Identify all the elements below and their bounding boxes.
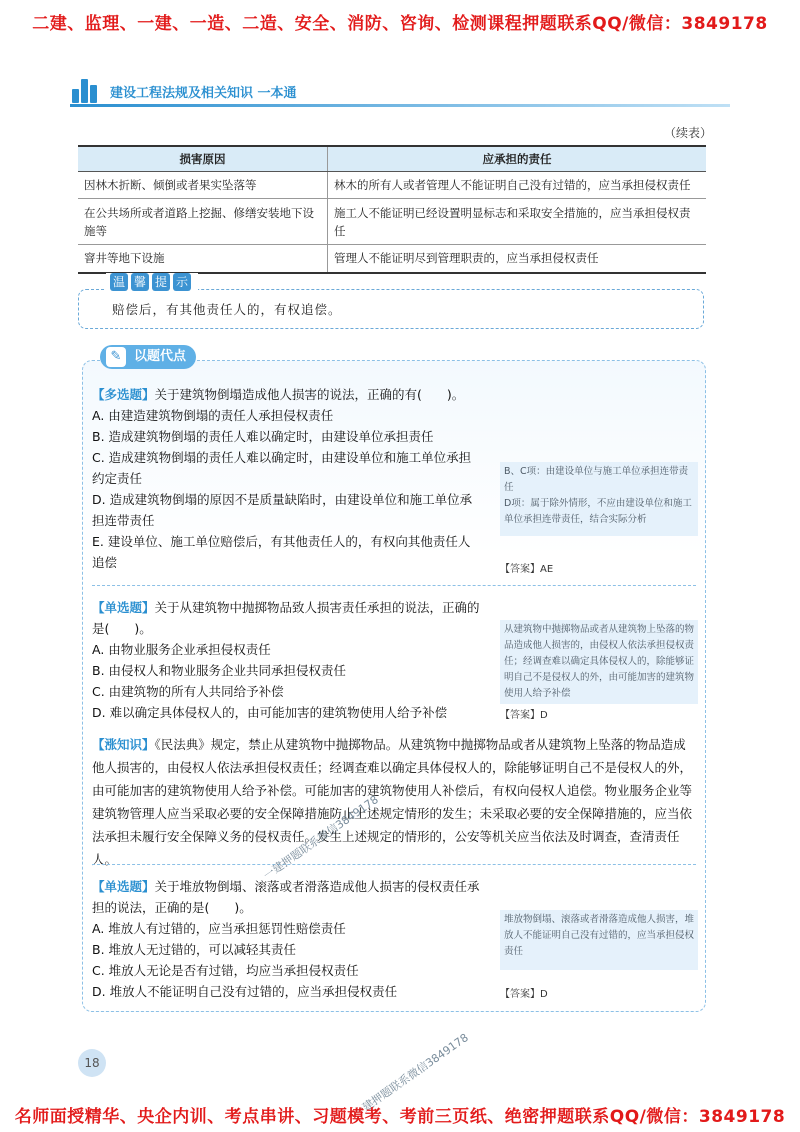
option: B. 由侵权人和物业服务企业共同承担侵权责任 — [92, 663, 347, 678]
knowledge-tag: 【涨知识】 — [92, 737, 155, 752]
option: C. 堆放人无论是否有过错，均应当承担侵权责任 — [92, 963, 359, 978]
option: D. 造成建筑物倒塌的原因不是质量缺陷时，由建设单位和施工单位承担连带责任 — [92, 492, 473, 528]
promo-banner-top: 二建、监理、一建、一造、二造、安全、消防、咨询、检测课程押题联系QQ/微信：3849178 — [32, 14, 768, 34]
tip-char: 示 — [173, 273, 191, 291]
question-3-answer: 【答案】D — [500, 989, 548, 1000]
question-3 — [92, 876, 482, 1002]
question-2 — [92, 597, 482, 723]
option: A. 由建造建筑物倒塌的责任人承担侵权责任 — [92, 408, 334, 423]
divider — [92, 585, 696, 586]
option: D. 难以确定具体侵权人的，由可能加害的建筑物使用人给予补偿 — [92, 705, 448, 720]
option: B. 堆放人无过错的，可以减轻其责任 — [92, 942, 297, 957]
option: C. 造成建筑物倒塌的责任人难以确定时，由建设单位和施工单位承担约定责任 — [92, 450, 472, 486]
knowledge-text: 《民法典》规定，禁止从建筑物中抛掷物品。从建筑物中抛掷物品或者从建筑物上坠落的物品造成他人损害的，由侵权人依法承担侵权责任；经调查难以确定具体侵权人的，除能够证明自己不是侵权人的外，由可能加害的建筑物使用人给予补偿。可能加害的建筑物使用人补偿后，有权向侵权人追偿。物业服务企业等建筑物管理人应当采取必要的安全保障措施防止上述规定情形的发生；未采取必要的安全保障措施的，应当依法承担未履行安全保障义务的侵权责任。发生上述规定的情形的，公安等机关应当依法及时调查，查清责任人。 — [92, 737, 693, 867]
question-1 — [92, 384, 482, 573]
tip-text: 赔偿后，有其他责任人的，有权追偿。 — [112, 302, 342, 317]
tip-char: 温 — [110, 273, 128, 291]
column-header-cause: 损害原因 — [78, 146, 328, 172]
watermark: 一建押题联系微信3849178 — [351, 1031, 471, 1121]
liability-cell: 管理人不能证明尽到管理职责的，应当承担侵权责任 — [328, 245, 707, 273]
option: D. 堆放人不能证明自己没有过错的，应当承担侵权责任 — [92, 984, 398, 999]
option: C. 由建筑物的所有人共同给予补偿 — [92, 684, 284, 699]
question-stem: 关于从建筑物中抛掷物品致人损害责任承担的说法，正确的是( )。 — [92, 600, 480, 636]
option: A. 堆放人有过错的，应当承担惩罚性赔偿责任 — [92, 921, 346, 936]
cause-cell: 因林木折断、倾倒或者果实坠落等 — [78, 172, 328, 199]
question-2-answer: 【答案】D — [500, 710, 548, 721]
option: E. 建设单位、施工单位赔偿后，有其他责任人的，有权向其他责任人追偿 — [92, 534, 471, 570]
question-1-note: B、C项：由建设单位与施工单位承担连带责任 D项：属于除外情形，不应由建设单位和施工单位承担连带责任，结合实际分析 — [500, 462, 698, 536]
buildings-icon — [70, 75, 104, 103]
table-row — [78, 199, 706, 245]
promo-banner-bottom: 名师面授精华、央企内训、考点串讲、习题模考、考前三页纸、绝密押题联系QQ/微信：3849178 — [14, 1107, 786, 1127]
option: A. 由物业服务企业承担侵权责任 — [92, 642, 271, 657]
book-title: 建设工程法规及相关知识 一本通 — [110, 86, 297, 101]
liability-cell: 施工人不能证明已经设置明显标志和采取安全措施的，应当承担侵权责任 — [328, 199, 707, 245]
watermark: 一建押题联系微信3849178 — [261, 793, 381, 883]
liability-table — [78, 145, 706, 274]
tip-label — [106, 273, 198, 291]
question-tag: 【单选题】 — [92, 879, 155, 894]
continued-label: （续表） — [663, 126, 712, 140]
pencil-icon: ✎ — [106, 347, 126, 367]
knowledge-block — [92, 733, 698, 871]
table-header-row — [78, 146, 706, 172]
practice-badge — [100, 345, 196, 369]
book-header — [70, 75, 297, 103]
question-2-note: 从建筑物中抛掷物品或者从建筑物上坠落的物品造成他人损害的，由侵权人依法承担侵权责任；经调查难以确定具体侵权人的，除能够证明自己不是侵权人的外，由可能加害的建筑物使用人给予补偿 — [500, 620, 698, 704]
question-stem: 关于堆放物倒塌、滚落或者滑落造成他人损害的侵权责任承担的说法，正确的是( )。 — [92, 879, 480, 915]
question-tag: 【单选题】 — [92, 600, 155, 615]
question-stem: 关于建筑物倒塌造成他人损害的说法，正确的有( )。 — [154, 387, 465, 402]
header-rule — [70, 104, 730, 107]
question-tag: 【多选题】 — [92, 387, 155, 402]
page-number: 18 — [78, 1049, 106, 1077]
tip-char: 提 — [152, 273, 170, 291]
question-1-answer: 【答案】AE — [500, 564, 554, 575]
table-row — [78, 245, 706, 273]
option: B. 造成建筑物倒塌的责任人难以确定时，由建设单位承担责任 — [92, 429, 434, 444]
divider — [92, 864, 696, 865]
cause-cell: 在公共场所或者道路上挖掘、修缮安装地下设施等 — [78, 199, 328, 245]
tip-char: 馨 — [131, 273, 149, 291]
column-header-liability: 应承担的责任 — [328, 146, 707, 172]
table-row — [78, 172, 706, 199]
practice-badge-label: 以题代点 — [134, 349, 187, 364]
liability-cell: 林木的所有人或者管理人不能证明自己没有过错的，应当承担侵权责任 — [328, 172, 707, 199]
cause-cell: 窨井等地下设施 — [78, 245, 328, 273]
question-3-note: 堆放物倒塌、滚落或者滑落造成他人损害，堆放人不能证明自己没有过错的，应当承担侵权责任 — [500, 910, 698, 970]
